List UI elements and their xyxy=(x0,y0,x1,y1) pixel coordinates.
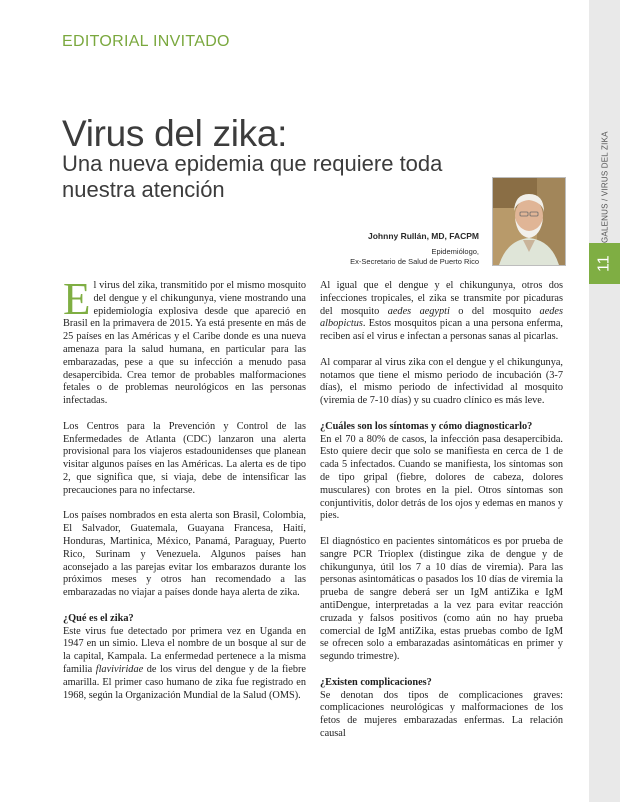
page-number: 11 xyxy=(595,255,613,272)
paragraph-transmission-text-c: . Estos mosquitos pican a una persona enferma, reciben así el virus e infectan a personas sanas al picarlas. xyxy=(320,318,563,343)
section-complications xyxy=(320,677,563,741)
paragraph-origin-text-b: de los virus del dengue y de la fiebre amarilla. El primer caso humano de zika fue registrado en 1968, según la Organización Mundial de la Salud (OMS). xyxy=(63,663,306,701)
author-role xyxy=(300,247,479,267)
column-left xyxy=(63,274,306,715)
italic-aedes-aegypti: aedes aegypti xyxy=(387,305,450,317)
paragraph-cdc-alert: Los Centros para la Prevención y Control de las Enfermedades de Atlanta (CDC) lanzaron una alerta provisional para los viajeros estadounidenses que planean visitar algunos países en las Américas. La alerta es de tipo 2, que significa que, si viaja, debe de intensificar las precauciones para no infectarse. xyxy=(63,420,306,496)
article-subtitle: Una nueva epidemia que requiere toda nuestra atención xyxy=(62,151,443,202)
author-role-line1: Epidemiólogo, xyxy=(431,247,479,256)
sidebar-running-title: GALENUS / VIRUS DEL ZIKA xyxy=(600,131,610,243)
paragraph-origin xyxy=(63,626,306,703)
paragraph-intro xyxy=(63,274,306,408)
heading-symptoms: ¿Cuáles son los síntomas y cómo diagnosticarlo? xyxy=(320,420,533,432)
section-symptoms xyxy=(320,421,563,523)
paragraph-transmission-text-b: o del mosquito xyxy=(449,305,540,317)
section-label: EDITORIAL INVITADO xyxy=(62,33,230,50)
italic-family-name: flaviviridae xyxy=(95,663,144,675)
heading-what-is-zika: ¿Qué es el zika? xyxy=(63,612,134,624)
section-what-is-zika xyxy=(63,613,306,703)
paragraph-transmission xyxy=(320,280,563,344)
italic-aedes-albopictus: aedes albopictus xyxy=(320,305,563,330)
paragraph-origin-text-a: Este virus fue detectado por primera vez en Uganda en 1947 en un simio. Lleva el nombre de un bosque al sur de la capital, Kampala. La enfermedad pertenece a la misma familia xyxy=(63,625,306,675)
paragraph-transmission-text-a: Al igual que el dengue y el chikungunya, otros dos infecciones tropicales, el zika se transmite por picaduras del mosquito xyxy=(320,280,563,317)
column-right xyxy=(320,280,563,753)
paragraph-intro-text: l virus del zika, transmitido por el mismo mosquito del dengue y el chikungunya, viene mostrando una epidemiología explosiva desde que apareció en Brasil en la primavera de 2015. Ya está presente en más de 25 países en las Américas y el Caribe donde es una nueva amenaza para la salud humana, en particular para las embarazadas, pese a que su infección a menudo pasa desapercibida. Crea temor de probables malformaciones fetales o de problemas neurológicos en las personas infectadas. xyxy=(63,280,306,407)
article-title: Virus del zika: xyxy=(62,113,288,154)
heading-complications: ¿Existen complicaciones? xyxy=(320,676,432,688)
sidebar-strip xyxy=(589,0,620,802)
author-photo xyxy=(492,177,566,266)
paragraph-symptoms: En el 70 a 80% de casos, la infección pasa desapercibida. Esto quiere decir que solo se manifiesta en cerca de 1 de cada 5 infectados. Cuando se manifiesta, los síntomas son de tipo gripal (fiebre, dolores de cabeza, dolores musculares) con brotes en la piel. Otros síntomas son conjuntivitis, dolor detrás de los ojos y edemas en manos y pies. xyxy=(320,433,563,522)
paragraph-countries: Los países nombrados en esta alerta son Brasil, Colombia, El Salvador, Guatemala, Guayana Francesa, Haití, Honduras, Martinica, México, Panamá, Paraguay, Puerto Rico, Surinam y Venezuela. Algunos países han aconsejado a las parejas evitar los embarazos durante los próximos meses y otros han recomendado a las embarazadas no viajar a países donde haya alerta de zika. xyxy=(63,510,306,599)
paragraph-diagnosis: El diagnóstico en pacientes sintomáticos es por prueba de sangre PCR Trioplex (distingue zika de dengue y de chikungunya, útil los 7 a 10 días de viremia). Para las personas asintomáticas o pasados los 10 días de viremia la prueba de sangre deberá ser un IgM antiZika e IgM antiDengue, interpretadas a la vez para evitar reacción cruzada y falsos positivos (como aún no hay prueba comercial de IgM antiZika, estas pruebas combo de IgM se ofrecen solo a embarazadas asintomáticas en primer y segundo trimestre). xyxy=(320,535,563,663)
paragraph-comparison: Al comparar al virus zika con el dengue y el chikungunya, notamos que tiene el mismo periodo de incubación (3-7 días), el mismo periodo de infectividad al mosquito (viremia de 7-10 días) y su cuadro clínico es más leve. xyxy=(320,356,563,407)
paragraph-complications: Se denotan dos tipos de complicaciones graves: complicaciones neurológicas y malformaciones de los fetos de mujeres embarazadas enfermas. La relación causal xyxy=(320,689,563,739)
author-role-line2: Ex-Secretario de Salud de Puerto Rico xyxy=(350,257,479,266)
author-name: Johnny Rullán, MD, FACPM xyxy=(368,231,479,241)
drop-cap: E xyxy=(63,274,91,324)
